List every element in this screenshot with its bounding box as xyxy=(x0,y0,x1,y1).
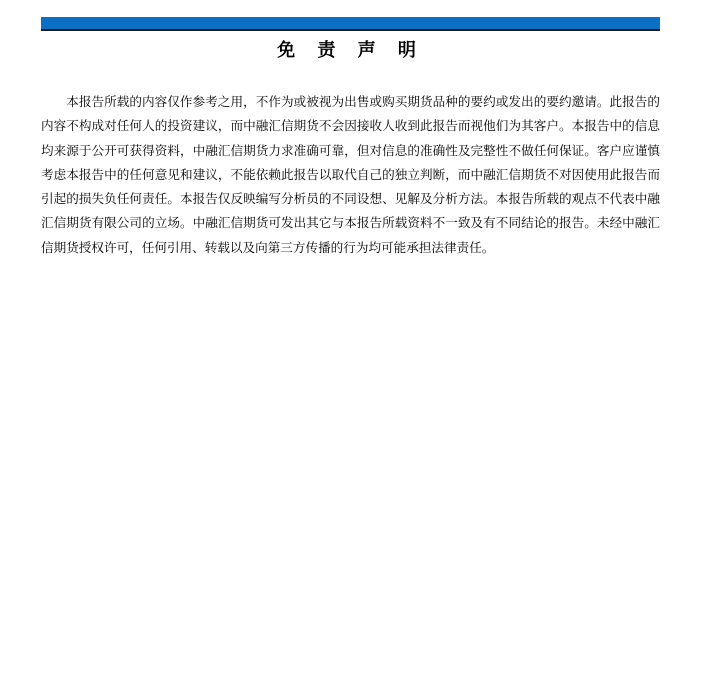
disclaimer-title: 免 责 声 明 xyxy=(277,40,424,61)
header-color-band xyxy=(41,17,660,29)
header-divider-line xyxy=(41,29,660,31)
disclaimer-body-paragraph: 本报告所载的内容仅作参考之用，不作为或被视为出售或购买期货品种的要约或发出的要约邀请。此报告的内容不构成对任何人的投资建议，而中融汇信期货不会因接收人收到此报告而视他们为其客户。本报告中的信息均来源于公开可获得资料，中融汇信期货力求准确可靠，但对信息的准确性及完整性不做任何保证。客户应谨慎考虑本报告中的任何意见和建议，不能依赖此报告以取代自己的独立判断，而中融汇信期货不对因使用此报告而引起的损失负任何责任。本报告仅反映编写分析员的不同设想、见解及分析方法。本报告所载的观点不代表中融汇信期货有限公司的立场。中融汇信期货可发出其它与本报告所载资料不一致及有不同结论的报告。未经中融汇信期货授权许可，任何引用、转载以及向第三方传播的行为均可能承担法律责任。 xyxy=(41,94,660,255)
